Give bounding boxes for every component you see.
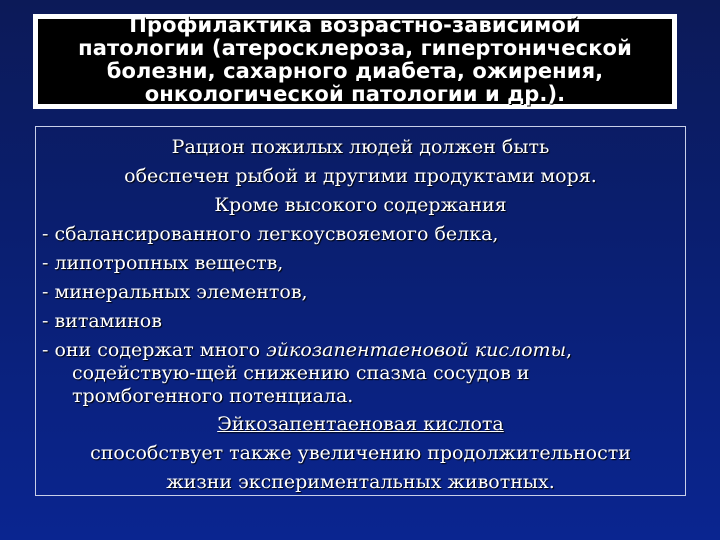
bullet-minerals: - минеральных элементов, xyxy=(42,281,308,303)
intro-line-1: Рацион пожилых людей должен быть xyxy=(171,136,550,158)
slide-title-line-2: патологии (атеросклероза, гипертонической xyxy=(78,35,632,60)
bullet-epa-emphasis: эйкозапентаеновой кислоты xyxy=(266,339,567,361)
bullet-protein: - сбалансированного легкоусвояемого белка, xyxy=(42,223,499,245)
slide-title-line-1: Профилактика возрастно-зависимой xyxy=(129,12,581,37)
bullet-epa-continuation-1: содействую-щей снижению спазма сосудов и xyxy=(72,362,530,384)
bullet-epa-suffix: , xyxy=(566,339,573,361)
outro-heading xyxy=(36,412,685,436)
outro-line-2: жизни экспериментальных животных. xyxy=(166,471,555,493)
slide-title-line-3: болезни, сахарного диабета, ожирения, xyxy=(106,58,604,83)
outro-line-1: способствует также увеличению продолжительности xyxy=(90,442,631,464)
bullet-epa xyxy=(36,338,685,362)
slide-title-line-4: онкологической патологии и др.). xyxy=(144,81,566,106)
title-box xyxy=(33,14,677,109)
bullet-lipotropic: - липотропных веществ, xyxy=(42,252,284,274)
outro-underlined-term: Эйкозапентаеновая кислота xyxy=(217,413,504,435)
bullet-epa-continuation-2: тромбогенного потенциала. xyxy=(72,385,354,407)
bullet-epa-prefix: - они содержат много xyxy=(42,339,267,361)
intro-line-3: Кроме высокого содержания xyxy=(214,194,507,216)
intro-line-2: обеспечен рыбой и другими продуктами моря. xyxy=(124,165,597,187)
content-box xyxy=(35,126,686,496)
bullet-vitamins: - витаминов xyxy=(42,310,162,332)
